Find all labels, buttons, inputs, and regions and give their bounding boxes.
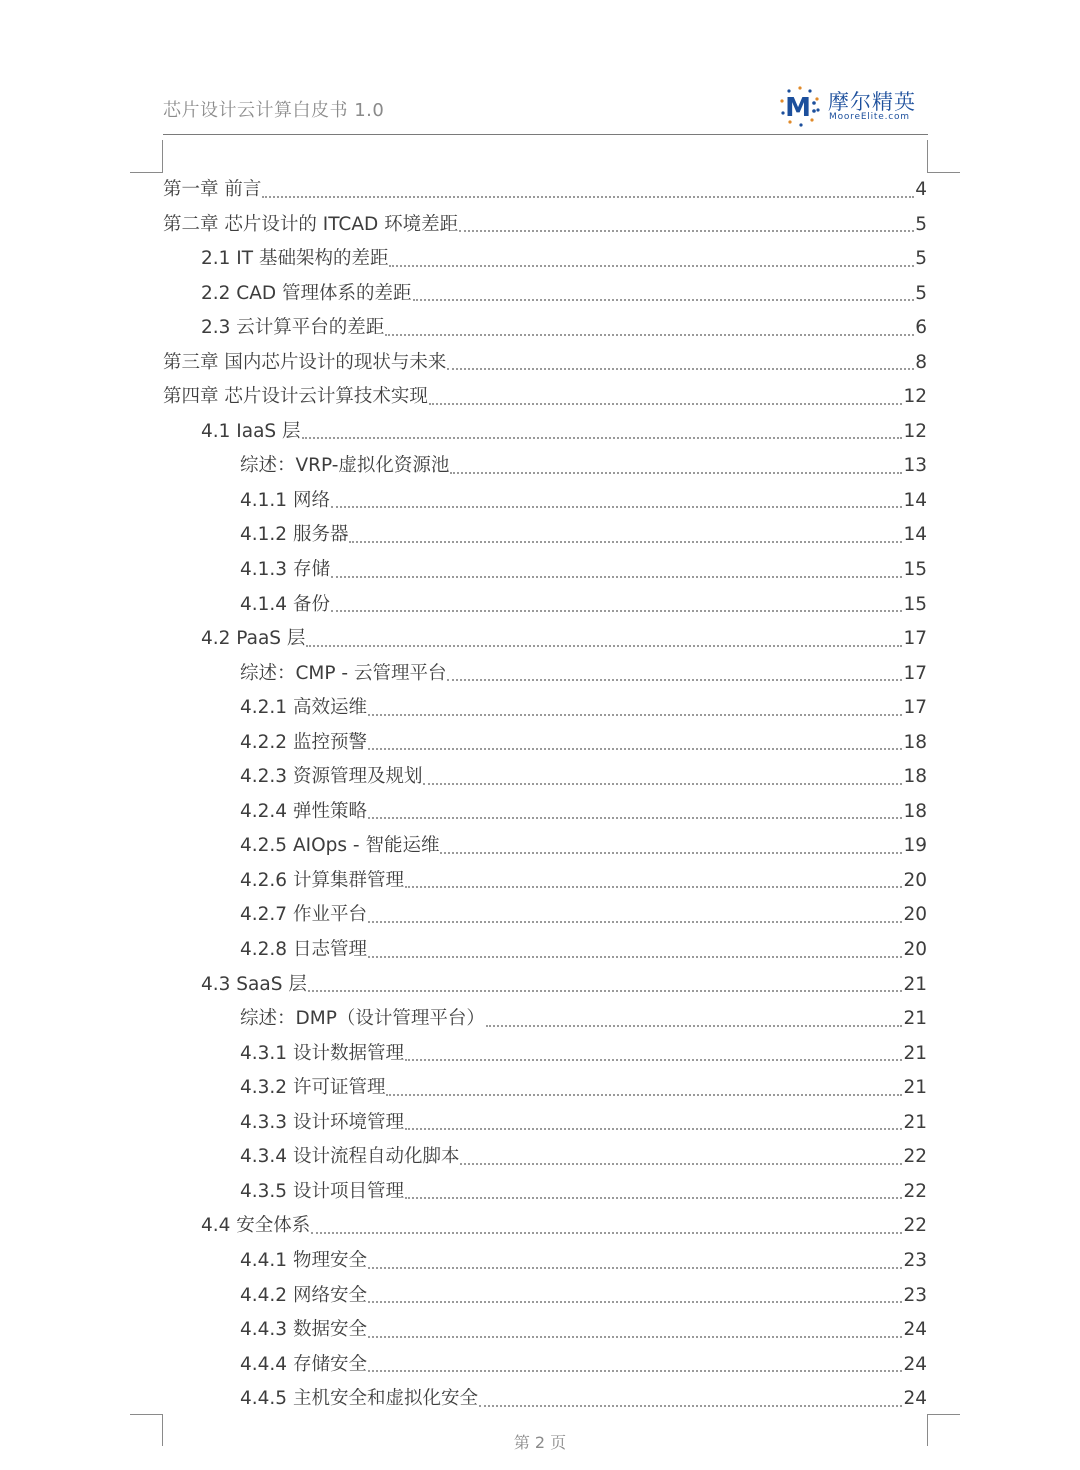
toc-dot-leader [262,196,914,198]
toc-entry[interactable] [163,898,927,933]
toc-entry[interactable] [163,484,927,519]
toc-entry-title: 4.2.4 弹性策略 [240,800,367,822]
toc-dot-leader [306,645,902,647]
toc-entry-title: 4.4.2 网络安全 [240,1284,367,1306]
toc-entry-title: 第一章 前言 [163,179,262,200]
toc-entry[interactable] [163,1348,927,1383]
toc-entry-title: 4.2.1 高效运维 [240,697,367,719]
toc-dot-leader [368,817,903,819]
toc-dot-leader [349,541,902,543]
toc-entry-title: 4.1.3 存储 [240,559,330,581]
toc-dot-leader [450,472,902,474]
toc-entry-title: 综述：CMP - 云管理平台 [240,662,447,684]
toc-entry-title: 4.3.4 设计流程自动化脚本 [240,1146,460,1168]
toc-entry-title: 2.3 云计算平台的差距 [201,317,385,339]
logo-letter: M [785,93,811,123]
toc-dot-leader [486,1025,903,1027]
toc-dot-leader [460,1163,902,1165]
toc-dot-leader [368,1370,903,1372]
toc-entry[interactable] [163,311,927,346]
toc-entry-page: 19 [903,835,927,857]
toc-entry-page: 23 [903,1284,927,1306]
toc-entry[interactable] [163,208,927,243]
toc-entry-title: 4.3.1 设计数据管理 [240,1042,404,1064]
toc-entry[interactable] [163,518,927,553]
toc-dot-leader [389,265,914,267]
toc-entry-title: 2.2 CAD 管理体系的差距 [201,282,412,304]
toc-entry-page: 15 [903,559,927,581]
toc-entry[interactable] [163,726,927,761]
toc-entry[interactable] [163,864,927,899]
toc-entry-title: 4.2.3 资源管理及规划 [240,766,423,788]
toc-entry-page: 21 [903,1008,927,1030]
toc-entry-title: 4.2.8 日志管理 [240,939,367,961]
toc-dot-leader [405,1128,902,1130]
toc-entry-page: 18 [903,766,927,788]
toc-entry-title: 4.3.5 设计项目管理 [240,1180,404,1202]
toc-dot-leader [368,748,903,750]
toc-entry-page: 21 [903,973,927,995]
toc-entry-page: 22 [903,1146,927,1168]
toc-entry-page: 15 [903,593,927,615]
toc-entry[interactable] [163,829,927,864]
toc-entry[interactable] [163,553,927,588]
logo-m-icon [778,84,822,128]
toc-entry-title: 4.1.4 备份 [240,593,330,615]
toc-entry[interactable] [163,1037,927,1072]
crop-mark-top-right [927,140,928,172]
toc-entry-title: 2.1 IT 基础架构的差距 [201,248,389,270]
toc-dot-leader [368,1267,903,1269]
toc-entry-title: 4.2.7 作业平台 [240,904,367,926]
toc-entry[interactable] [163,588,927,623]
toc-entry-title: 4.1.2 服务器 [240,524,349,546]
toc-dot-leader [385,334,914,336]
toc-entry-page: 21 [903,1111,927,1133]
toc-entry-title: 4.4.1 物理安全 [240,1249,367,1271]
crop-mark-top-right [927,172,960,173]
toc-entry-page: 13 [903,455,927,477]
toc-dot-leader [405,886,902,888]
toc-entry-page: 14 [903,524,927,546]
toc-entry[interactable] [163,1382,927,1417]
toc-entry[interactable] [163,657,927,692]
toc-dot-leader [368,1336,903,1338]
header-title: 芯片设计云计算白皮书 1.0 [163,100,385,121]
crop-mark-top-left [162,140,163,172]
toc-dot-leader [429,403,903,405]
toc-entry-title: 4.2.5 AIOps - 智能运维 [240,835,440,857]
toc-entry-page: 21 [903,1042,927,1064]
toc-entry-page: 12 [903,386,927,408]
toc-entry-page: 24 [903,1388,927,1410]
toc-dot-leader [302,437,903,439]
toc-entry[interactable] [163,1244,927,1279]
toc-dot-leader [368,956,903,958]
toc-entry-title: 4.3 SaaS 层 [201,973,307,995]
toc-entry-page: 24 [903,1319,927,1341]
toc-entry-page: 12 [903,420,927,442]
toc-entry[interactable] [163,449,927,484]
toc-entry-title: 综述：DMP（设计管理平台） [240,1008,485,1030]
toc-entry[interactable] [163,933,927,968]
table-of-contents [163,173,927,1417]
toc-entry-page: 5 [915,248,927,270]
toc-entry-page: 18 [903,731,927,753]
page-number: 第 2 页 [513,1433,567,1452]
toc-entry[interactable] [163,1106,927,1141]
toc-entry-page: 18 [903,800,927,822]
toc-dot-leader [331,576,903,578]
toc-entry[interactable] [163,242,927,277]
toc-dot-leader [479,1405,902,1407]
toc-entry[interactable] [163,622,927,657]
toc-entry-page: 17 [903,662,927,684]
toc-dot-leader [447,368,914,370]
toc-entry[interactable] [163,1313,927,1348]
toc-entry[interactable] [163,1279,927,1314]
toc-entry-title: 4.4 安全体系 [201,1215,311,1237]
crop-mark-bottom-right [927,1414,960,1415]
toc-entry-title: 4.4.3 数据安全 [240,1319,367,1341]
toc-entry[interactable] [163,346,927,381]
toc-dot-leader [405,1197,902,1199]
toc-entry-title: 4.3.3 设计环境管理 [240,1111,404,1133]
toc-dot-leader [368,1301,903,1303]
toc-entry-title: 4.4.4 存储安全 [240,1353,367,1375]
toc-entry-page: 8 [915,351,927,373]
toc-entry[interactable] [163,1175,927,1210]
toc-entry-title: 4.1.1 网络 [240,489,330,511]
toc-entry[interactable] [163,277,927,312]
toc-dot-leader [440,852,902,854]
toc-entry-page: 21 [903,1077,927,1099]
toc-dot-leader [331,610,903,612]
toc-dot-leader [311,1232,902,1234]
toc-entry[interactable] [163,1209,927,1244]
toc-entry-title: 4.2 PaaS 层 [201,628,306,650]
toc-entry-page: 23 [903,1249,927,1271]
toc-entry[interactable] [163,968,927,1003]
toc-dot-leader [386,1094,902,1096]
toc-entry-title: 4.1 IaaS 层 [201,420,301,442]
logo-name-en: MooreElite.com [829,112,910,122]
toc-entry-page: 6 [915,317,927,339]
toc-entry-page: 5 [915,213,927,235]
toc-entry-page: 20 [903,869,927,891]
toc-entry-title: 4.3.2 许可证管理 [240,1077,386,1099]
toc-dot-leader [405,1059,902,1061]
toc-dot-leader [331,506,903,508]
moore-elite-logo [778,84,928,132]
toc-entry[interactable] [163,415,927,450]
toc-entry-page: 17 [903,697,927,719]
toc-entry-page: 5 [915,282,927,304]
toc-entry[interactable] [163,1071,927,1106]
toc-entry[interactable] [163,795,927,830]
logo-name-cn: 摩尔精英 [828,90,916,114]
toc-dot-leader [447,679,902,681]
toc-entry-page: 14 [903,489,927,511]
toc-entry[interactable] [163,691,927,726]
toc-entry[interactable] [163,173,927,208]
toc-entry-title: 4.2.6 计算集群管理 [240,869,404,891]
toc-dot-leader [368,921,903,923]
toc-dot-leader [368,714,903,716]
toc-dot-leader [308,990,903,992]
toc-entry-page: 22 [903,1215,927,1237]
header-divider [163,134,928,135]
toc-entry-page: 17 [903,628,927,650]
crop-mark-top-left [130,172,163,173]
toc-entry[interactable] [163,1140,927,1175]
toc-entry[interactable] [163,760,927,795]
toc-dot-leader [459,230,914,232]
toc-dot-leader [423,783,902,785]
toc-entry[interactable] [163,1002,927,1037]
toc-entry-page: 24 [903,1353,927,1375]
toc-entry-page: 22 [903,1180,927,1202]
toc-entry-title: 4.2.2 监控预警 [240,731,367,753]
toc-entry-title: 第二章 芯片设计的 ITCAD 环境差距 [163,213,459,235]
crop-mark-bottom-left [130,1414,163,1415]
toc-entry-title: 综述：VRP-虚拟化资源池 [240,455,450,477]
toc-entry-title: 4.4.5 主机安全和虚拟化安全 [240,1388,478,1410]
toc-entry-title: 第三章 国内芯片设计的现状与未来 [163,351,447,373]
toc-entry-page: 4 [915,179,927,200]
toc-entry-page: 20 [903,904,927,926]
toc-entry[interactable] [163,380,927,415]
toc-entry-page: 20 [903,939,927,961]
toc-entry-title: 第四章 芯片设计云计算技术实现 [163,386,428,408]
toc-dot-leader [413,299,915,301]
